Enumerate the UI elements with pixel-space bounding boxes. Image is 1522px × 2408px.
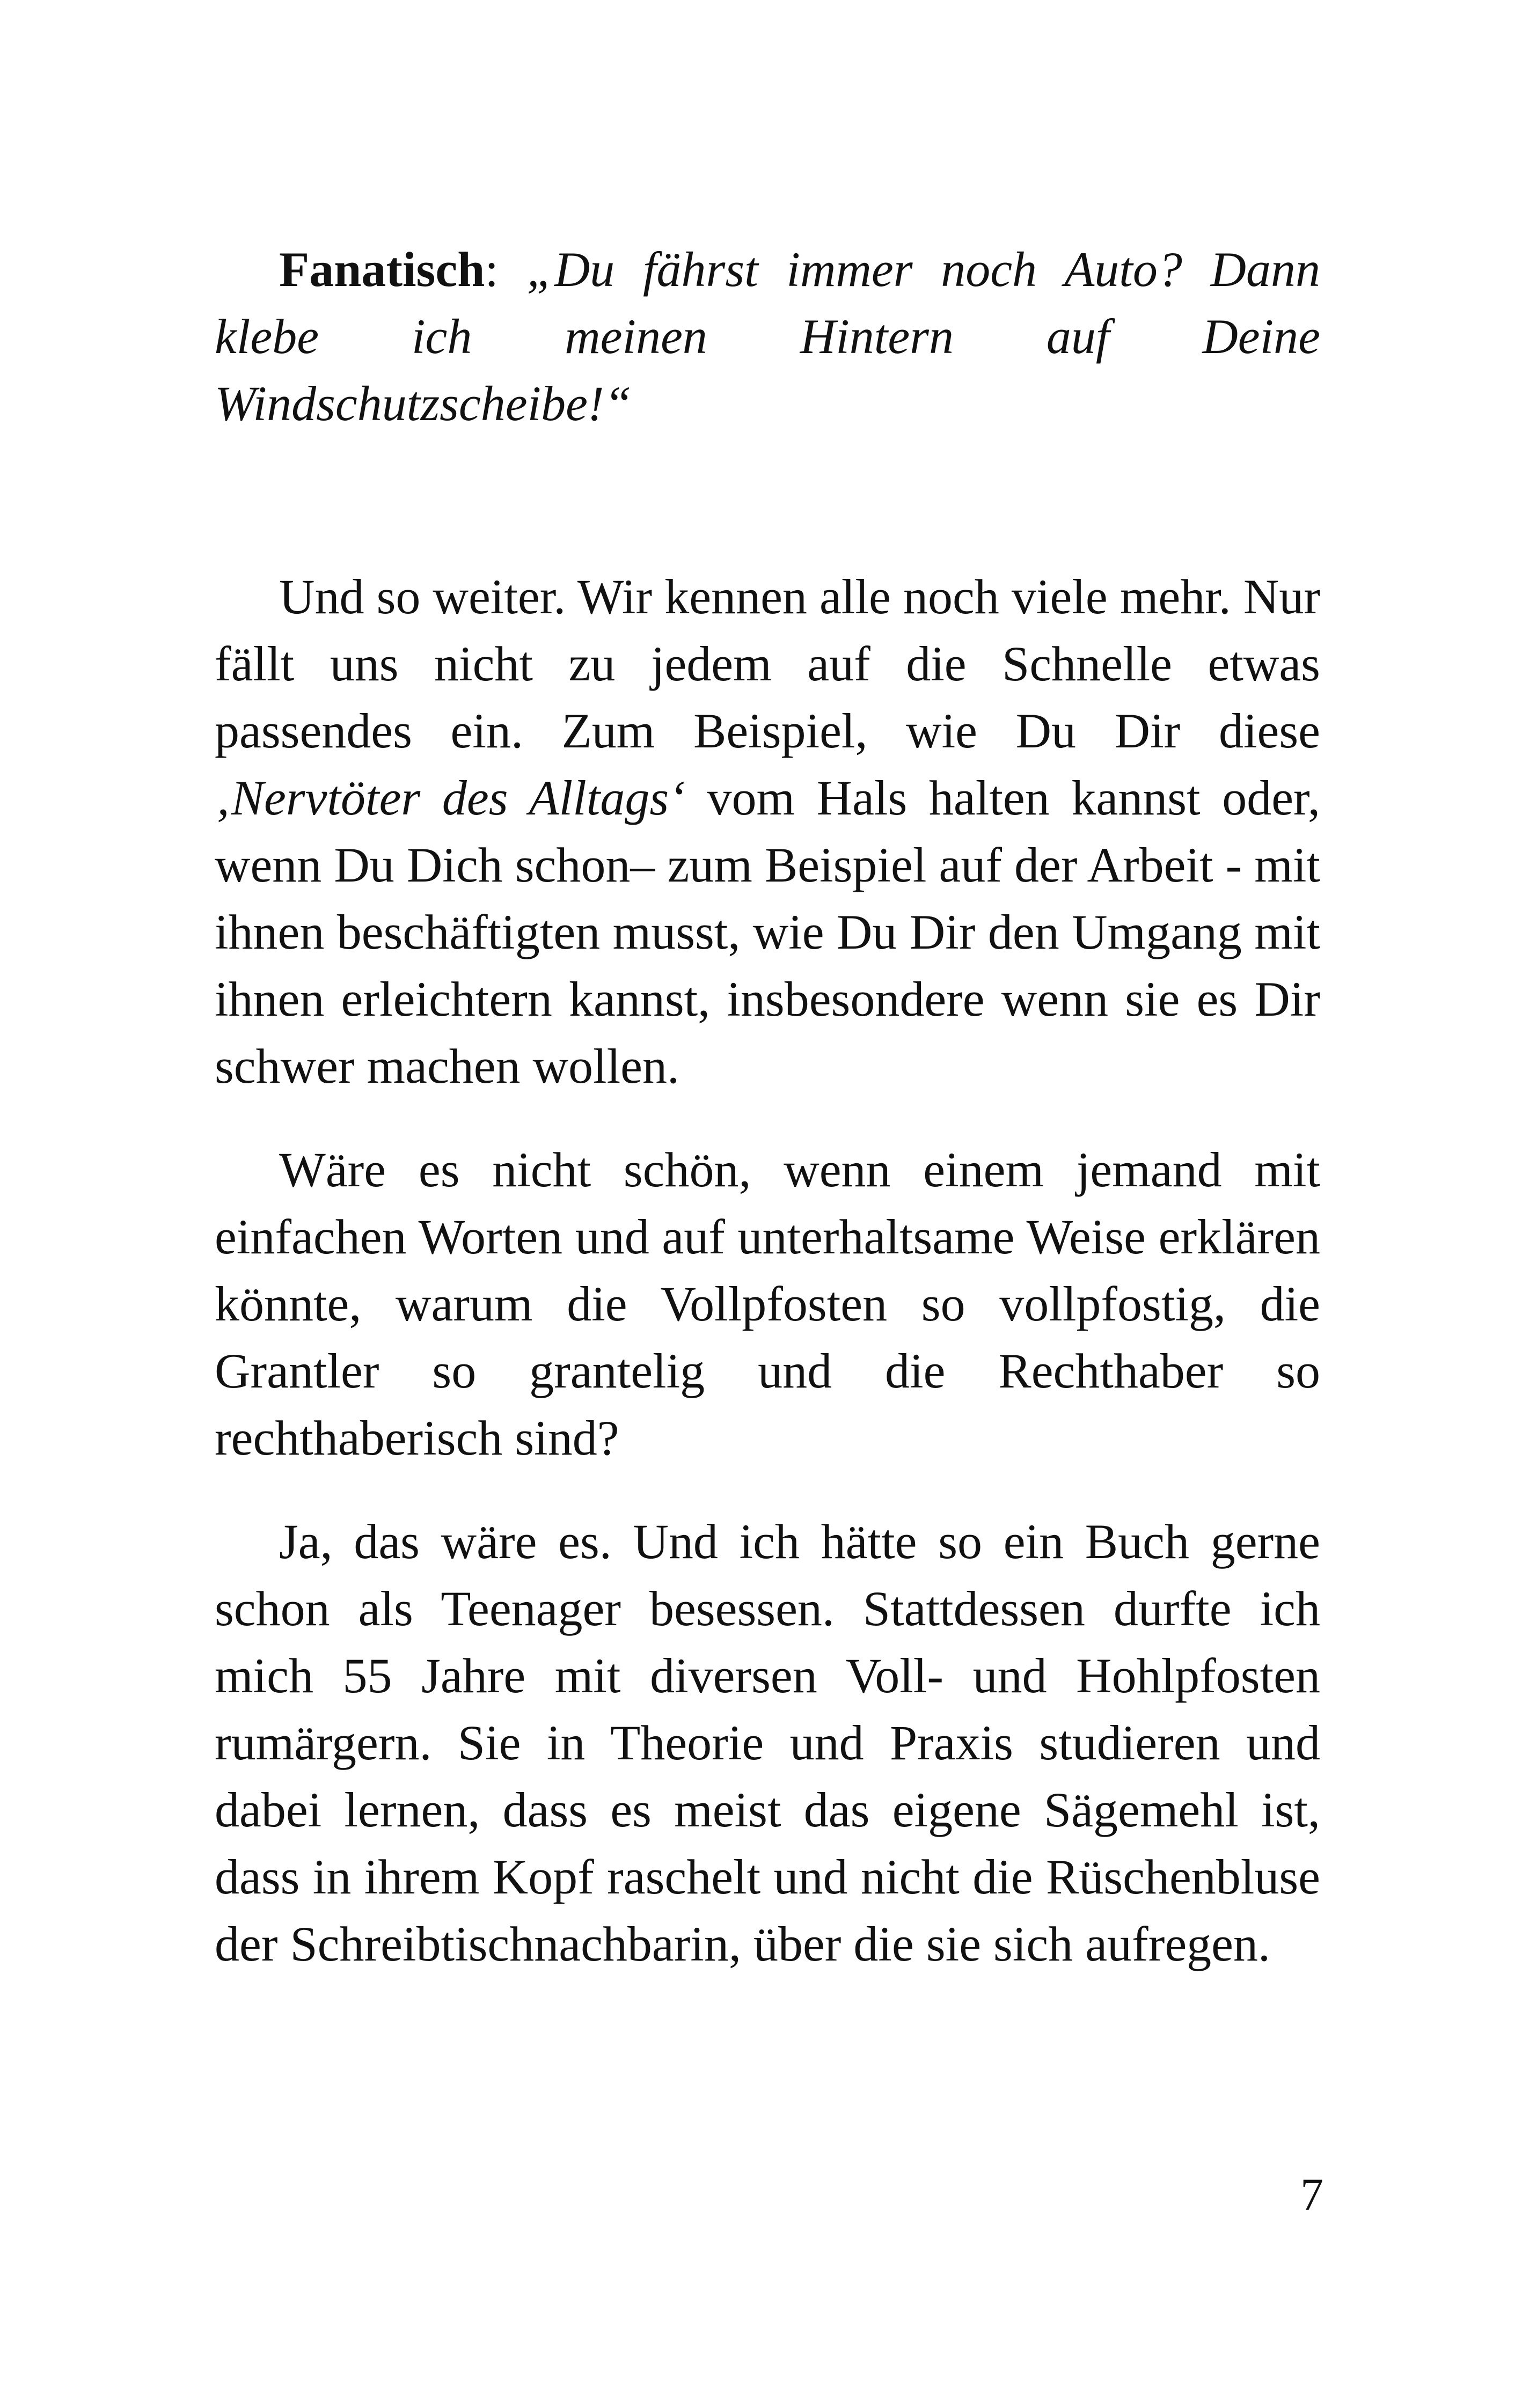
quote-text: „Du fährst immer noch Auto? Dann klebe ich meinen Hintern auf Deine Windschutzscheibe!“: [215, 242, 1321, 431]
quote-colon: :: [485, 242, 527, 297]
paragraph-1-text-after: vom Hals halten kannst oder, wenn Du Dich schon– zum Beispiel auf der Arbeit - mit ihnen beschäftigten musst, wie Du Dir den Umgang mit ihnen erleichtern kannst, insbesondere wenn sie es Dir schwer machen wollen.: [215, 770, 1320, 1093]
paragraph-2: Wäre es nicht schön, wenn einem jemand mit einfachen Worten und auf unterhaltsame Weise erklären könnte, warum die Vollpfosten so vollpfostig, die Grantler so grantelig und die Rechthaber so rechthaberisch sind?: [215, 1142, 1320, 1465]
page-number: 7: [1300, 2169, 1323, 2220]
paragraph-1-text-before: Und so weiter. Wir kennen alle noch viele mehr. Nur fällt uns nicht zu jedem auf die Schnelle etwas passendes ein. Zum Beispiel, wie Du Dir diese: [215, 569, 1320, 758]
quote-paragraph: [215, 236, 1320, 437]
quote-label: Fanatisch: [279, 242, 485, 297]
paragraph-3: Ja, das wäre es. Und ich hätte so ein Buch gerne schon als Teenager besessen. Stattdessen durfte ich mich 55 Jahre mit diversen Voll- und Hohlpfosten rumärgern. Sie in Theorie und Praxis studieren und dabei lernen, dass es meist das eigene Sägemehl ist, dass in ihrem Kopf raschelt und nicht die Rüschenbluse der Schreibtischnachbarin, über die sie sich aufregen.: [215, 1514, 1320, 1971]
body-text: [215, 563, 1320, 1978]
paragraph-1-italic-phrase: ‚Nervtöter des Alltags‘: [215, 770, 685, 825]
paragraph-1: [215, 563, 1320, 1100]
quote-section: [215, 236, 1320, 437]
